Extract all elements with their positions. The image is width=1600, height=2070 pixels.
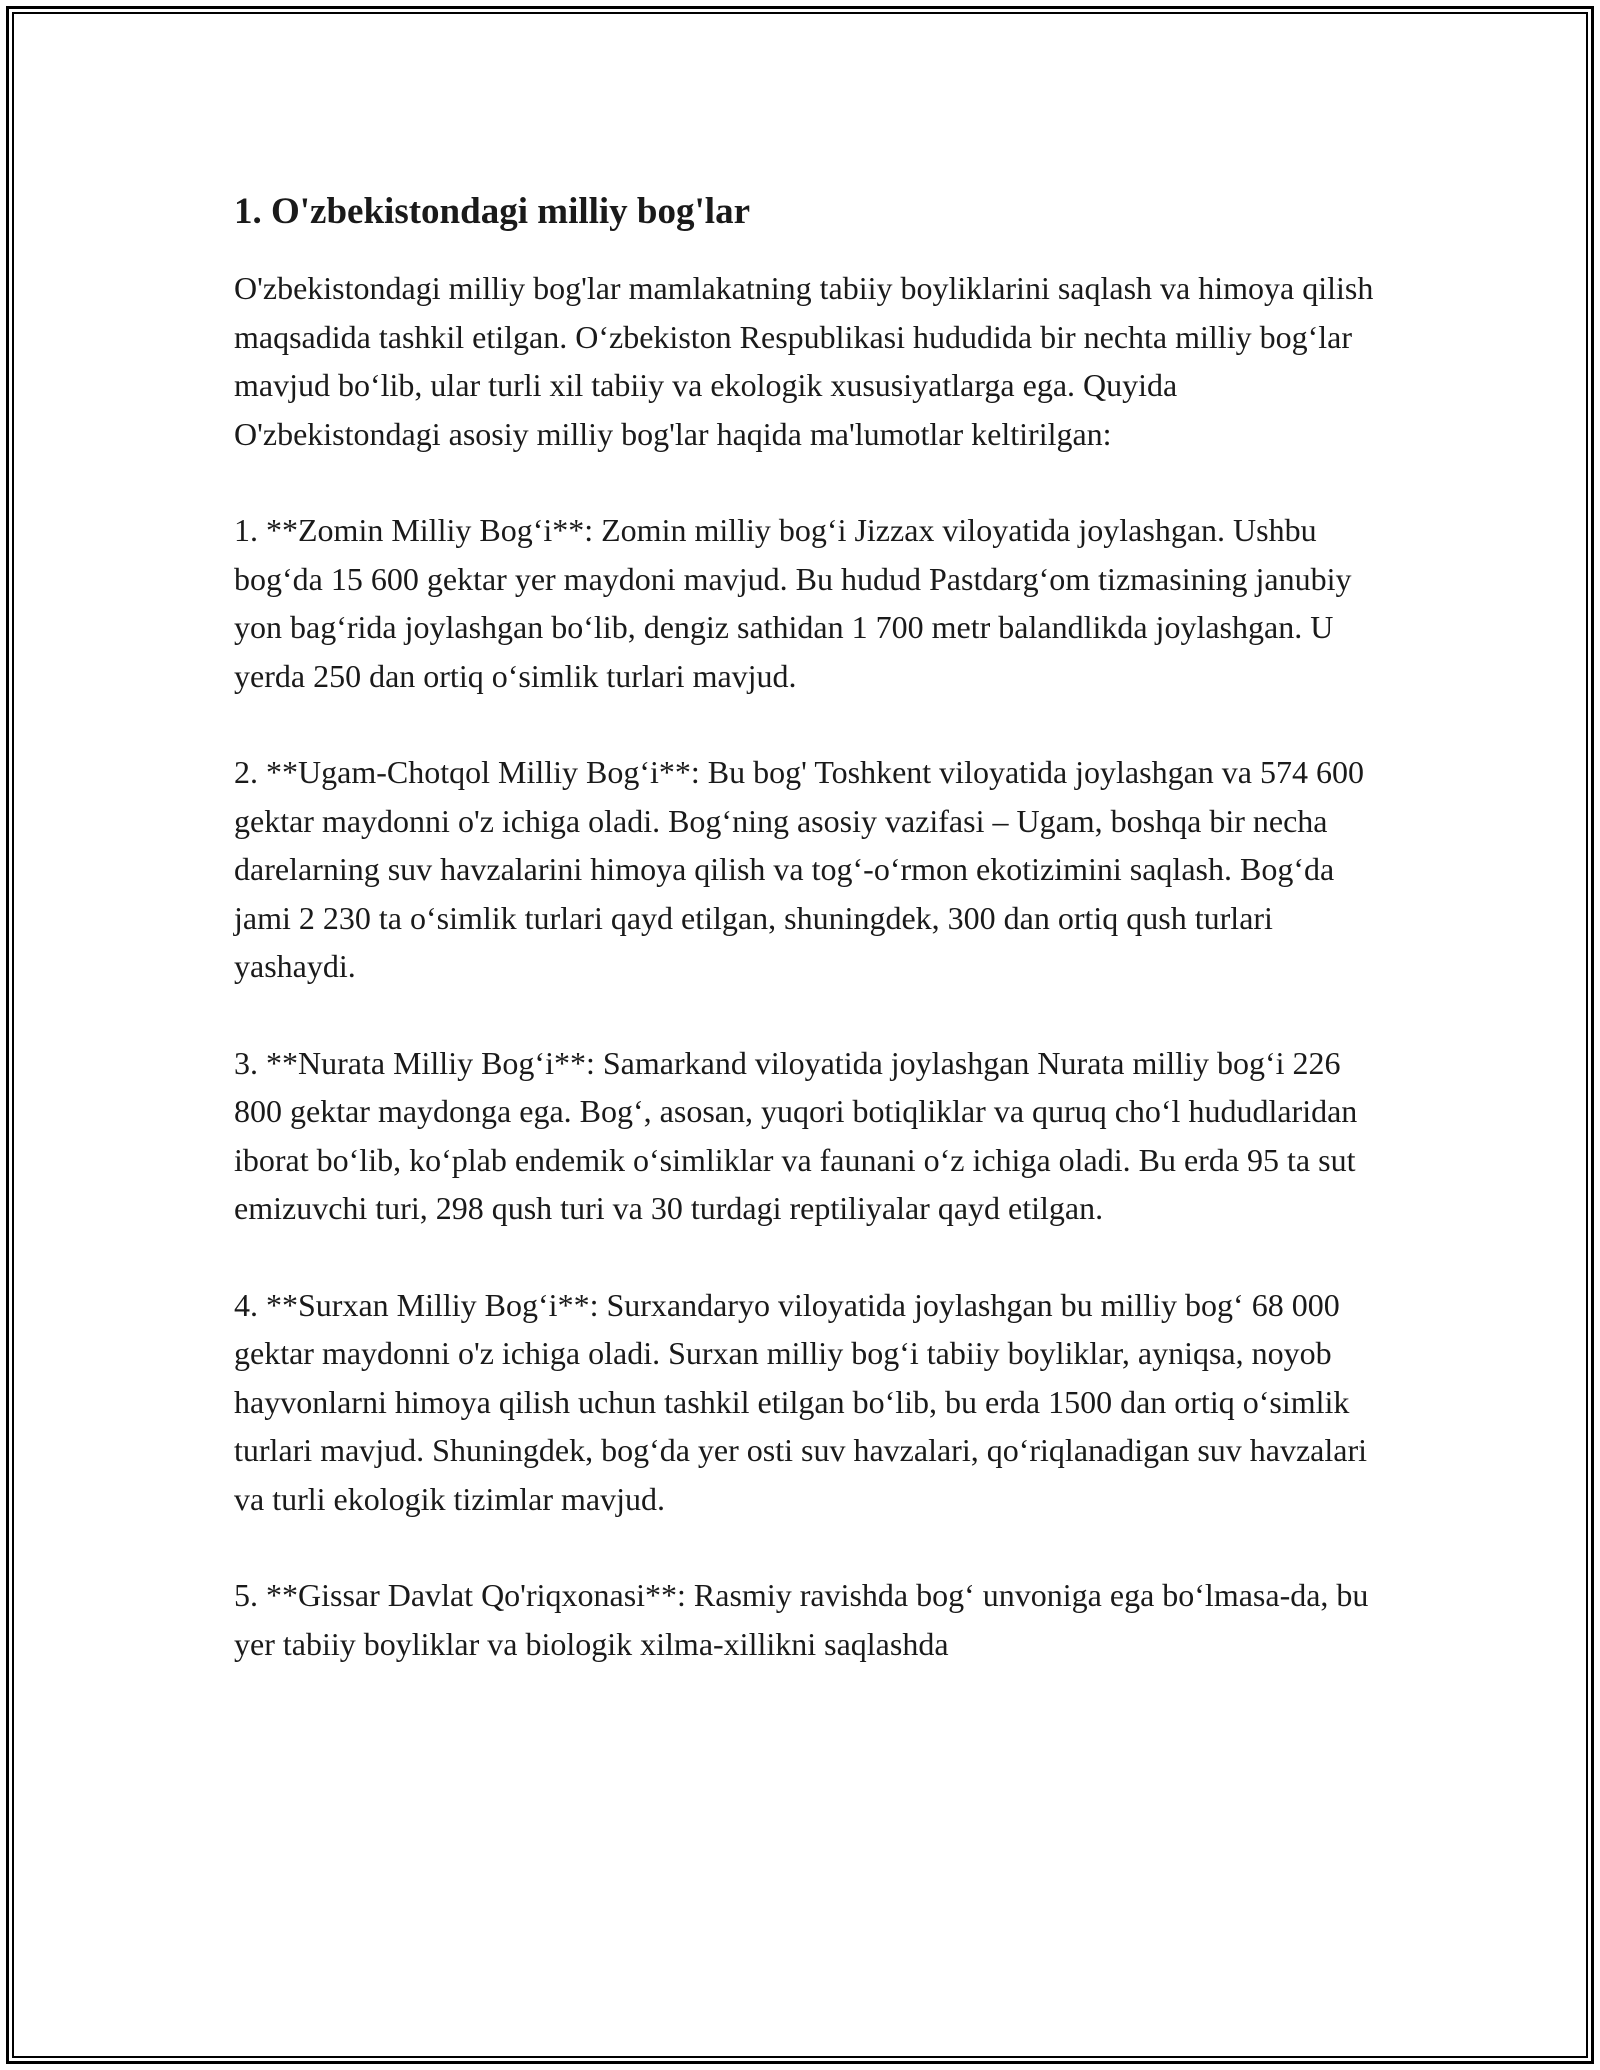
park-paragraph-zomin: 1. **Zomin Milliy Bog‘i**: Zomin milliy bog‘i Jizzax viloyatida joylashgan. Ushbu bog‘da 15 600 gektar yer maydoni mavjud. Bu hudud Pastdarg‘om tizmasining janubiy yon bag‘rida joylashgan bo‘lib, dengiz sathidan 1 700 metr balandlikda joylashgan. U yerda 250 dan ortiq o‘simlik turlari mavjud. [234, 512, 1352, 694]
park-paragraph-nurata: 3. **Nurata Milliy Bog‘i**: Samarkand viloyatida joylashgan Nurata milliy bog‘i 226 800 gektar maydonga ega. Bog‘, asosan, yuqori botiqliklar va quruq cho‘l hududlaridan iborat bo‘lib, ko‘plab endemik o‘simliklar va faunani o‘z ichiga oladi. Bu erda 95 ta sut emizuvchi turi, 298 qush turi va 30 turdagi reptiliyalar qayd etilgan. [234, 1044, 1358, 1226]
intro-paragraph: O'zbekistondagi milliy bog'lar mamlakatning tabiiy boyliklarini saqlash va himoya qilish maqsadida tashkil etilgan. O‘zbekiston Respublikasi hududida bir nechta milliy bog‘lar mavjud bo‘lib, ular turli xil tabiiy va ekologik xususiyatlarga ega. Quyida O'zbekistondagi asosiy milliy bog'lar haqida ma'lumotlar keltirilgan: [234, 270, 1374, 452]
document-body [234, 186, 1374, 1716]
park-paragraph-surxan: 4. **Surxan Milliy Bog‘i**: Surxandaryo viloyatida joylashgan bu milliy bog‘ 68 000 gektar maydonni o'z ichiga oladi. Surxan milliy bog‘i tabiiy boyliklar, ayniqsa, noyob hayvonlarni himoya qilish uchun tashkil etilgan bo‘lib, bu erda 1500 dan ortiq o‘simlik turlari mavjud. Shuningdek, bog‘da yer osti suv havzalari, qo‘riqlanadigan suv havzalari va turli ekologik tizimlar mavjud. [234, 1286, 1368, 1517]
document-title: 1. O'zbekistondagi milliy bog'lar [234, 191, 750, 232]
park-paragraph-gissar: 5. **Gissar Davlat Qo'riqxonasi**: Rasmiy ravishda bog‘ unvoniga ega bo‘lmasa-da, bu yer tabiiy boyliklar va biologik xilma-xillikni saqlashda [234, 1577, 1369, 1662]
park-paragraph-ugam-chotqol: 2. **Ugam-Chotqol Milliy Bog‘i**: Bu bog' Toshkent viloyatida joylashgan va 574 600 gektar maydonni o'z ichiga oladi. Bog‘ning asosiy vazifasi – Ugam, boshqa bir necha darelarning suv havzalarini himoya qilish va tog‘-o‘rmon ekotizimini saqlash. Bog‘da jami 2 230 ta o‘simlik turlari qayd etilgan, shuningdek, 300 dan ortiq qush turlari yashaydi. [234, 754, 1364, 984]
